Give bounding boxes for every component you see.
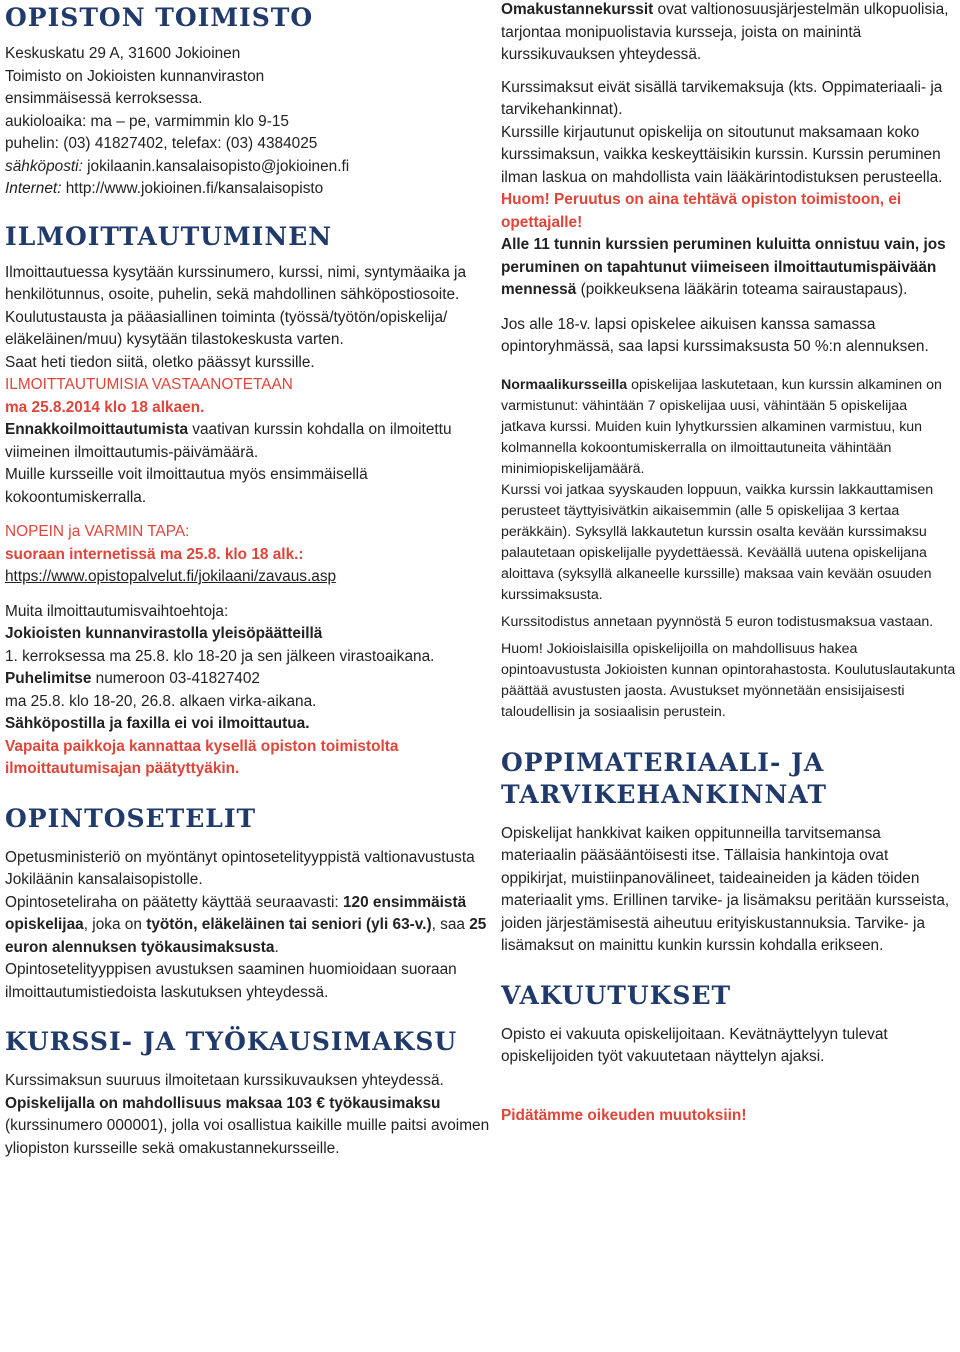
- insurance-heading: VAKUUTUKSET: [501, 980, 732, 1010]
- fastest-detail: suoraan internetissä ma 25.8. klo 18 alk.:: [5, 545, 304, 563]
- normal-text: opiskelijaa laskutetaan, kun kurssin alkaminen on varmistunut: vähintään 7 opiskelijaa uusi, vähintään 5 opiskelijaa jatkava kurssi. Muiden kuin lyhytkurssien alkaminen varmistuu, kun kolmannella kokoontumiskerralla on ilmoittautuneita vähintään minimiopiskelijamäärä.: [501, 376, 942, 477]
- advance-text: vaativan kurssin kohdalla on ilmoitettu viimeinen ilmoittautumis-päivämäärä.: [5, 421, 452, 461]
- vouchers-rules-g: .: [274, 938, 279, 956]
- web-link[interactable]: http://www.jokioinen.fi/kansalaisopisto: [61, 180, 324, 197]
- vouchers-rules-e: , saa: [431, 916, 470, 933]
- own-cost-text: ovat valtionosuusjärjestelmän ulkopuolisia, tarjontaa monipuolistavia kursseja, joista on mainintä kurssikuvauksen yhteydessä.: [501, 1, 949, 63]
- office-terminals-time: 1. kerroksessa ma 25.8. klo 18-20 ja sen jälkeen virastoaikana.: [5, 647, 435, 665]
- web-label: Internet:: [5, 180, 62, 197]
- fees-text-c: (kurssinumero 000001), jolla voi osallistua kaikille muille paitsi avoimen yliopiston kursseille sekä omakustannekursseille.: [5, 1117, 490, 1157]
- office-hours: aukioloaika: ma – pe, varmimmin klo 9-15: [5, 112, 289, 130]
- registration-open: [5, 374, 490, 419]
- vouchers-intro: Opetusministeriö on myöntänyt opintosetelityyppistä valtionavustusta Jokiläänin kansalaisopistolle.: [5, 848, 475, 888]
- registration-url[interactable]: https://www.opistopalvelut.fi/jokilaani/zavaus.asp: [5, 568, 337, 585]
- cancel-rule-bold: Alle 11 tunnin kurssien peruminen kuluitta onnistuu vain, jos peruminen on tapahtunut viimeiseen ilmoittautumispäivään mennessä: [501, 236, 946, 298]
- fees-text-b: Opiskelijalla on mahdollisuus maksaa 103 € työkausimaksu: [5, 1094, 441, 1112]
- normal-courses: [501, 375, 956, 480]
- email-link[interactable]: jokilaanin.kansalaisopisto@jokioinen.fi: [82, 157, 350, 175]
- office-details: [5, 43, 490, 201]
- vacancies-note: Vapaita paikkoja kannattaa kysellä opiston toimistolta ilmoittautumisajan päätyttyäkin.: [5, 737, 399, 777]
- commitment-a: Kurssille kirjautunut opiskelija on sitoutunut maksamaan koko kurssimaksun, vaikka keskeyttäisikin kurssin.: [501, 123, 920, 163]
- registration-open-title: ILMOITTAUTUMISIA VASTAANOTETAAN: [5, 376, 293, 393]
- office-address: Keskuskatu 29 A, 31600 Jokioinen: [5, 45, 241, 62]
- cancel-rule: [501, 234, 956, 302]
- insurance-text: Opisto ei vakuuta opiskelijoitaan. Kevätnäyttelyyn tulevat opiskelijoiden työt vakuutetaan näyttelyn ajaksi.: [501, 1025, 888, 1065]
- advance-registration: [5, 419, 490, 464]
- phone-label: Puhelimitse: [5, 670, 92, 687]
- vouchers-rules-f: 25 euron alennuksen työkausimaksusta: [5, 916, 487, 956]
- advance-label: Ennakkoilmoittautumista: [5, 421, 189, 438]
- certificate-note: Kurssitodistus annetaan pyynnöstä 5 euron todistusmaksua vastaan.: [501, 613, 934, 630]
- office-heading: OPISTON TOIMISTO: [5, 3, 314, 32]
- fastest-title: NOPEIN ja VARMIN TAPA:: [5, 523, 190, 540]
- office-phone: puhelin: (03) 41827402, telefax: (03) 4384025: [5, 135, 318, 152]
- office-location: Toimisto on Jokioisten kunnanviraston: [5, 67, 265, 85]
- phone-number: numeroon 03-41827402: [91, 670, 260, 687]
- vouchers-rules: [5, 892, 490, 960]
- cancel-note-text: Peruutus on aina tehtävä opiston toimistoon, ei opettajalle!: [501, 191, 902, 231]
- commitment-b: Kurssin peruminen ilman laskua on mahdollista vain lääkärintodistuksen perusteella.: [501, 146, 943, 186]
- no-email-note: Sähköpostilla ja faxilla ei voi ilmoittautua.: [5, 715, 310, 732]
- office-terminals: Jokioisten kunnanvirastolla yleisöpäätteillä: [5, 625, 323, 642]
- continue-note: Kurssi voi jatkaa syyskauden loppuun, vaikka kurssin lakkauttamisen perusteet täyttyisivätkin aikaisemmin (alle 5 opiskelijaa 3 kertaa peräkkäin). Syksyllä lakkautetun kurssin osalta kevään kurssimaksu palautetaan opiskelijalle pyydettäessä. Keväällä uutena opiskelijana aloittava (syksyllä alkaneelle kurssille) maksaa vain kevään osuuden kurssimaksusta.: [501, 481, 934, 603]
- own-cost-label: Omakustannekurssit: [501, 1, 654, 18]
- office-floor: ensimmäisessä kerroksessa.: [5, 90, 203, 107]
- email-label: sähköposti:: [5, 157, 83, 175]
- reserve-note: Pidätämme oikeuden muutoksiin!: [501, 1106, 747, 1124]
- vouchers-rules-b: 120 ensimmäistä opiskelijaa: [5, 893, 467, 933]
- registration-heading: ILMOITTAUTUMINEN: [5, 221, 333, 251]
- right-column: [501, 0, 956, 1127]
- own-cost-courses: [501, 0, 956, 67]
- cancel-note-label: Huom!: [501, 191, 550, 208]
- vouchers-rules-c: , joka on: [83, 916, 147, 933]
- vouchers-rules-a: Opintoseteliraha on päätetty käyttää seuraavasti:: [5, 893, 343, 911]
- vouchers-rules-d: työtön, eläkeläinen tai seniori (yli 63-v.): [146, 916, 432, 933]
- first-meeting-note: Muille kursseille voit ilmoittautua myös ensimmäisellä kokoontumiskerralla.: [5, 466, 368, 506]
- normal-label: Normaalikursseilla: [501, 376, 628, 393]
- vouchers-heading: OPINTOSETELIT: [5, 803, 257, 833]
- materials-text: Opiskelijat hankkivat kaiken oppitunneilla tarvitsemansa materiaalin pääsääntöisesti itse. Tällaisia hankintoja ovat oppikirjat, muistiinpanovälineet, taideaineiden ja käden töiden materiaalit yms. Erillinen tarvike- ja lisämaksu peritään kursseista, joiden järjestämisestä aiheutuu erityiskustannuksia. Tarvike- ja lisämaksut on mainittu kunkin kurssin kohdalla erikseen.: [501, 824, 950, 954]
- other-options-title: Muita ilmoittautumisvaihtoehtoja:: [5, 602, 229, 620]
- registration-intro: Ilmoittautuessa kysytään kurssinumero, kurssi, nimi, syntymäaika ja henkilötunnus, osoite, puhelin, sekä mahdollinen sähköpostiosoite. Koulutustausta ja pääasiallinen toiminta (työssä/työtön/opiskelija/ eläkeläinen/muu) kysytään tilastokeskusta varten.: [5, 263, 467, 348]
- fees-text-a: Kurssimaksun suuruus ilmoitetaan kurssikuvauksen yhteydessä.: [5, 1072, 444, 1089]
- grant-note: Huom! Jokioislaisilla opiskelijoilla on mahdollisuus hakea opintoavustusta Jokioisten kunnan opintorahastosta. Koulutuslautakunta päättää avustusten jaosta. Avustukset myönnetään ensisijaisesti taloudellisin ja sosiaalisin perustein.: [501, 640, 956, 720]
- minor-discount: Jos alle 18-v. lapsi opiskelee aikuisen kanssa samassa opintoryhmässä, saa lapsi kurssimaksusta 50 %:n alennuksen.: [501, 315, 929, 355]
- materials-heading: OPPIMATERIAALI- JA TARVIKEHANKINNAT: [501, 747, 828, 809]
- left-column: [5, 0, 490, 1160]
- vouchers-billing: Opintosetelityyppisen avustuksen saaminen huomioidaan suoraan ilmoittautumistiedoista laskutuksen yhteydessä.: [5, 961, 457, 1001]
- cancel-rule-rest: (poikkeuksena lääkärin toteama sairaustapaus).: [576, 281, 908, 298]
- registration-result: Saat heti tiedon siitä, oletko päässyt kurssille.: [5, 353, 315, 371]
- cancel-note: [501, 189, 956, 234]
- fees-text: [5, 1070, 490, 1160]
- fees-heading: KURSSI- JA TYÖKAUSIMAKSU: [5, 1027, 458, 1056]
- materials-fee-note: Kurssimaksut eivät sisällä tarvikemaksuja (kts. Oppimateriaali- ja tarvikehankinnat).: [501, 78, 943, 118]
- phone-time: ma 25.8. klo 18-20, 26.8. alkaen virka-aikana.: [5, 692, 317, 710]
- phone-registration: [5, 668, 490, 691]
- fastest-way: [5, 521, 490, 566]
- registration-open-date: ma 25.8.2014 klo 18 alkaen.: [5, 398, 205, 416]
- commitment-note: [501, 122, 956, 190]
